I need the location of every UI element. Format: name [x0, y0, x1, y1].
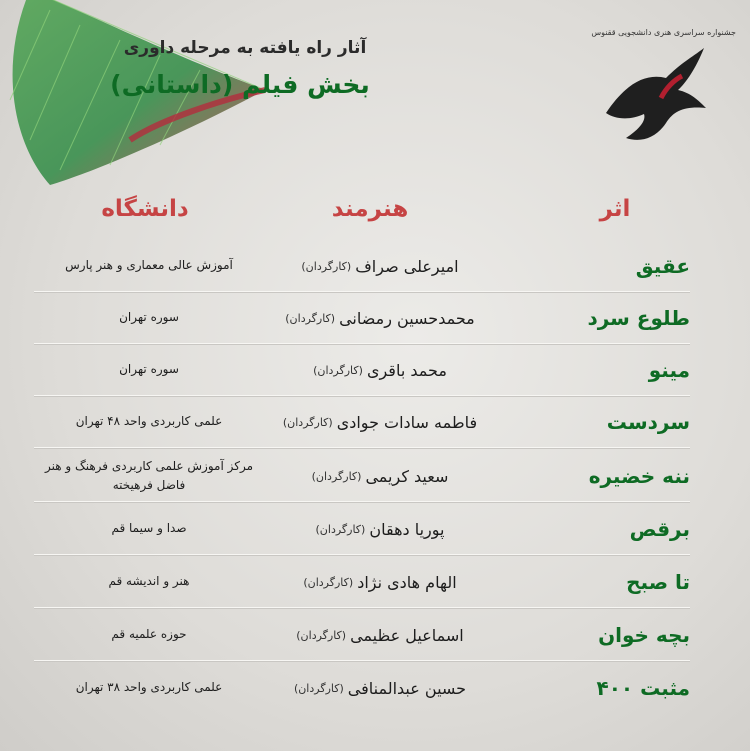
artist-name: سعید کریمی [365, 466, 449, 486]
work-title: سردست [606, 410, 690, 434]
artist-name: محمدحسین رمضانی [339, 308, 475, 328]
column-header-university: دانشگاه [101, 196, 189, 222]
row-divider [34, 501, 690, 502]
artist-cell [260, 450, 500, 502]
university-name: آموزش عالی معماری و هنر پارس [65, 258, 233, 273]
artist-cell [260, 609, 500, 661]
work-title: برقص [629, 517, 690, 541]
column-header-artist: هنرمند [331, 196, 409, 222]
table-row [34, 450, 690, 502]
artist-role: (کارگردان) [315, 522, 366, 536]
university-name: علمی کاربردی واحد ۴۸ تهران [75, 414, 223, 429]
artist-cell [260, 556, 500, 608]
row-divider [34, 660, 690, 661]
artist-role: (کارگردان) [311, 469, 362, 483]
table-row [34, 292, 690, 344]
artist-name: اسماعیل عظیمی [350, 625, 464, 645]
phoenix-icon [586, 28, 736, 158]
work-title: مثبت ۴۰۰ [596, 676, 690, 700]
artist-name: محمد باقری [366, 360, 447, 380]
work-title: مینو [648, 358, 690, 382]
artist-role: (کارگردان) [293, 681, 344, 695]
university-name: علمی کاربردی واحد ۳۸ تهران [75, 680, 223, 695]
artist-cell [260, 344, 500, 396]
artist-name: حسین عبدالمنافی [347, 678, 467, 698]
artist-name: الهام هادی نژاد [357, 572, 457, 592]
university-name: حوزه علمیه قم [111, 627, 187, 642]
artist-name: امیرعلی صراف [355, 256, 459, 276]
work-title: ننه خضیره [588, 464, 690, 488]
logo-text: جشنواره سراسری هنری دانشجویی ققنوس [591, 28, 736, 37]
artist-role: (کارگردان) [303, 575, 354, 589]
artist-role: (کارگردان) [313, 363, 363, 377]
row-divider [34, 447, 690, 448]
university-name: صدا و سیما قم [111, 521, 187, 536]
artist-role: (کارگردان) [296, 628, 347, 642]
row-divider [34, 607, 690, 608]
artist-role: (کارگردان) [282, 415, 333, 429]
artist-name: پوریا دهقان [369, 519, 445, 539]
table-row [34, 503, 690, 555]
page-subtitle: آثار راه یافته به مرحله داوری [123, 38, 367, 58]
work-title: تا صبح [626, 570, 690, 594]
page-title: بخش فیلم (داستانی) [110, 70, 370, 99]
work-title: عقیق [635, 254, 690, 278]
table-row [34, 609, 690, 661]
university-name: مرکز آموزش علمی کاربردی فرهنگ و هنر فاضل فرهیخته [44, 458, 254, 492]
artist-cell [260, 292, 500, 344]
artist-cell [260, 396, 500, 448]
university-name: سوره تهران [119, 362, 179, 377]
table-row [34, 556, 690, 608]
artist-cell [260, 503, 500, 555]
artist-name: فاطمه سادات جوادی [336, 412, 478, 432]
artist-cell [260, 662, 500, 714]
column-header-work: اثر [599, 196, 631, 222]
table-row [34, 240, 690, 292]
university-name: سوره تهران [119, 310, 179, 325]
festival-logo [586, 28, 736, 158]
table-row [34, 344, 690, 396]
university-name: هنر و اندیشه قم [108, 574, 190, 589]
table-row [34, 662, 690, 714]
work-title: بچه خوان [598, 623, 690, 647]
artist-cell [260, 240, 500, 292]
row-divider [34, 554, 690, 555]
table-row [34, 396, 690, 448]
artist-role: (کارگردان) [285, 311, 336, 325]
artist-role: (کارگردان) [301, 259, 352, 273]
feather-icon [0, 0, 280, 200]
work-title: طلوع سرد [587, 306, 690, 330]
